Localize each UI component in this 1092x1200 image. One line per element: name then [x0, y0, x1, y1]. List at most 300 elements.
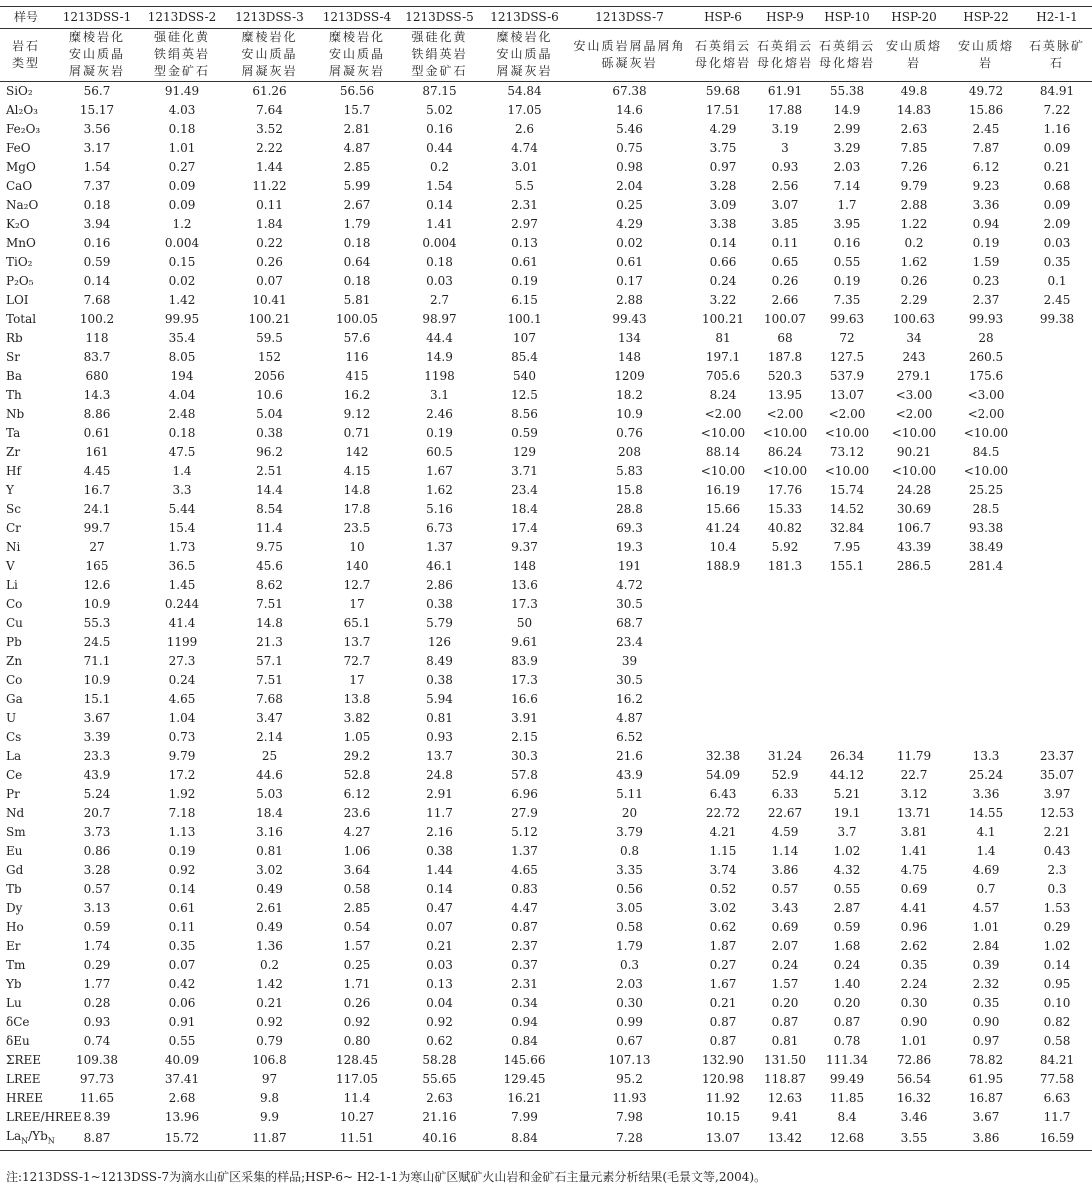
- value-cell: 3.29: [833, 141, 861, 155]
- value-cell: 0.87: [771, 1015, 799, 1029]
- value-cell: [1022, 443, 1092, 462]
- element-label: LREE: [6, 1072, 41, 1086]
- table-row: [0, 481, 1092, 500]
- value-cell: 129: [513, 445, 536, 459]
- value-cell: 0.81: [426, 711, 453, 725]
- value-cell: [692, 633, 754, 652]
- value-cell: 2.85: [343, 901, 371, 915]
- value-cell: 77.58: [1039, 1072, 1075, 1086]
- value-cell: 99.38: [1039, 312, 1075, 326]
- value-cell: 1.74: [83, 939, 111, 953]
- value-cell: [1022, 424, 1092, 443]
- value-cell: 2.37: [972, 293, 1000, 307]
- element-label: Dy: [6, 901, 23, 915]
- value-cell: 3.81: [900, 825, 928, 839]
- value-cell: 0.07: [168, 958, 196, 972]
- value-cell: 5.79: [426, 616, 453, 630]
- value-cell: [816, 690, 878, 709]
- value-cell: 2.21: [1043, 825, 1071, 839]
- value-cell: 1.67: [426, 464, 453, 478]
- header-sample-id: HSP-22: [950, 7, 1022, 29]
- element-label: CaO: [6, 179, 33, 193]
- value-cell: 6.96: [511, 787, 538, 801]
- value-cell: 1.41: [900, 844, 928, 858]
- value-cell: 0.59: [83, 255, 111, 269]
- value-cell: 10.41: [252, 293, 287, 307]
- value-cell: 7.87: [972, 141, 1000, 155]
- value-cell: 0.14: [426, 198, 453, 212]
- value-cell: 36.5: [168, 559, 196, 573]
- value-cell: 14.4: [256, 483, 283, 497]
- value-cell: 0.25: [616, 198, 643, 212]
- value-cell: 38.49: [968, 540, 1004, 554]
- value-cell: 2.14: [256, 730, 283, 744]
- value-cell: 0.30: [900, 996, 928, 1010]
- value-cell: 0.18: [168, 122, 196, 136]
- value-cell: 17.05: [507, 103, 542, 117]
- value-cell: 4.1: [976, 825, 996, 839]
- value-cell: 24.28: [896, 483, 932, 497]
- value-cell: 68.7: [616, 616, 643, 630]
- value-cell: 87.15: [422, 84, 457, 98]
- value-cell: 3.94: [83, 217, 111, 231]
- element-label: Lu: [6, 996, 22, 1010]
- value-cell: 84.5: [972, 445, 1000, 459]
- value-cell: 107.13: [608, 1053, 651, 1067]
- value-cell: 9.61: [511, 635, 538, 649]
- value-cell: [1022, 519, 1092, 538]
- value-cell: 15.33: [767, 502, 803, 516]
- value-cell: 1198: [424, 369, 455, 383]
- value-cell: 0.2: [259, 958, 280, 972]
- value-cell: 0.21: [256, 996, 283, 1010]
- value-cell: [1022, 595, 1092, 614]
- value-cell: 30.3: [511, 749, 538, 763]
- value-cell: 1.4: [976, 844, 996, 858]
- value-cell: 24.1: [83, 502, 111, 516]
- value-cell: 0.10: [1043, 996, 1071, 1010]
- value-cell: [692, 595, 754, 614]
- value-cell: [692, 614, 754, 633]
- table-row: [0, 234, 1092, 253]
- value-cell: 84.91: [1039, 84, 1075, 98]
- value-cell: 10.9: [83, 597, 111, 611]
- value-cell: 23.5: [343, 521, 371, 535]
- value-cell: 181.3: [767, 559, 803, 573]
- value-cell: 3.47: [256, 711, 283, 725]
- header-sample-id: HSP-10: [816, 7, 878, 29]
- value-cell: 8.4: [837, 1110, 857, 1124]
- value-cell: 2.88: [616, 293, 643, 307]
- value-cell: 0.004: [164, 236, 200, 250]
- value-cell: <3.00: [967, 388, 1005, 402]
- rock-type-text: 糜棱岩化安山质晶屑凝灰岩: [496, 30, 553, 78]
- value-cell: 0.29: [83, 958, 111, 972]
- value-cell: 1.04: [168, 711, 196, 725]
- value-cell: [950, 633, 1022, 652]
- element-label: K₂O: [6, 217, 30, 231]
- element-label: Na₂O: [6, 198, 39, 212]
- value-cell: 3.35: [616, 863, 643, 877]
- value-cell: 11.22: [252, 179, 287, 193]
- value-cell: 7.35: [833, 293, 861, 307]
- value-cell: 0.14: [168, 882, 196, 896]
- value-cell: 22.7: [900, 768, 928, 782]
- value-cell: 13.3: [972, 749, 1000, 763]
- value-cell: 5.21: [833, 787, 861, 801]
- value-cell: 14.8: [343, 483, 371, 497]
- value-cell: <10.00: [762, 464, 808, 478]
- table-row: [0, 747, 1092, 766]
- table-row: [0, 671, 1092, 690]
- value-cell: 2.86: [426, 578, 453, 592]
- header-sample-id: 1213DSS-2: [142, 7, 222, 29]
- value-cell: [1022, 728, 1092, 747]
- value-cell: 4.29: [616, 217, 643, 231]
- value-cell: 3.7: [837, 825, 857, 839]
- value-cell: <10.00: [963, 426, 1009, 440]
- value-cell: 3.86: [950, 1127, 1022, 1151]
- value-cell: 1.7: [837, 198, 857, 212]
- value-cell: 0.7: [976, 882, 996, 896]
- value-cell: 129.45: [503, 1072, 546, 1086]
- element-label: Tm: [6, 958, 26, 972]
- value-cell: 4.87: [616, 711, 643, 725]
- value-cell: 0.19: [972, 236, 1000, 250]
- value-cell: 2.24: [900, 977, 928, 991]
- value-cell: 0.3: [1047, 882, 1067, 896]
- value-cell: 44.12: [829, 768, 865, 782]
- value-cell: [816, 709, 878, 728]
- value-cell: [1022, 348, 1092, 367]
- value-cell: 5.81: [343, 293, 371, 307]
- value-cell: 7.95: [833, 540, 861, 554]
- value-cell: 0.34: [511, 996, 538, 1010]
- value-cell: 2.03: [616, 977, 643, 991]
- value-cell: [692, 671, 754, 690]
- value-cell: 7.22: [1043, 103, 1071, 117]
- element-label: LOI: [6, 293, 29, 307]
- value-cell: 3.85: [771, 217, 799, 231]
- value-cell: 0.18: [83, 198, 111, 212]
- table-row: [0, 1070, 1092, 1089]
- element-label: δEu: [6, 1034, 30, 1048]
- value-cell: 0.11: [771, 236, 799, 250]
- value-cell: [816, 671, 878, 690]
- value-cell: 83.9: [511, 654, 538, 668]
- value-cell: 9.23: [972, 179, 1000, 193]
- value-cell: 0.66: [709, 255, 737, 269]
- value-cell: 1.40: [833, 977, 861, 991]
- value-cell: 0.61: [616, 255, 643, 269]
- value-cell: 10.4: [709, 540, 737, 554]
- value-cell: 1.2: [172, 217, 192, 231]
- table-row: [0, 519, 1092, 538]
- value-cell: 0.87: [833, 1015, 861, 1029]
- value-cell: 6.15: [511, 293, 538, 307]
- header-sample-id: 1213DSS-5: [397, 7, 482, 29]
- value-cell: 2.63: [426, 1091, 453, 1105]
- rock-type-cell: [222, 29, 317, 82]
- value-cell: 35.4: [168, 331, 196, 345]
- value-cell: 81: [715, 331, 731, 345]
- value-cell: 1.44: [256, 160, 283, 174]
- value-cell: 175.6: [968, 369, 1004, 383]
- value-cell: 12.53: [1039, 806, 1075, 820]
- value-cell: 4.45: [83, 464, 111, 478]
- value-cell: 100.63: [893, 312, 935, 326]
- value-cell: [878, 652, 950, 671]
- value-cell: 29.2: [343, 749, 371, 763]
- value-cell: 2.66: [771, 293, 799, 307]
- value-cell: 0.93: [83, 1015, 111, 1029]
- value-cell: <2.00: [967, 407, 1005, 421]
- element-label: MgO: [6, 160, 36, 174]
- value-cell: [878, 690, 950, 709]
- value-cell: 2.87: [833, 901, 861, 915]
- value-cell: 1.54: [83, 160, 111, 174]
- element-label: ΣREE: [6, 1053, 42, 1067]
- value-cell: 107: [513, 331, 536, 345]
- value-cell: 2.88: [900, 198, 928, 212]
- value-cell: 0.65: [771, 255, 799, 269]
- element-label: FeO: [6, 141, 31, 155]
- value-cell: 13.71: [896, 806, 932, 820]
- value-cell: 6.63: [1043, 1091, 1071, 1105]
- value-cell: 127.5: [829, 350, 865, 364]
- value-cell: 54.84: [507, 84, 542, 98]
- value-cell: [1022, 462, 1092, 481]
- value-cell: 3.05: [616, 901, 643, 915]
- table-row: [0, 196, 1092, 215]
- value-cell: [950, 671, 1022, 690]
- value-cell: 3.01: [511, 160, 538, 174]
- value-cell: [1022, 481, 1092, 500]
- value-cell: 0.80: [343, 1034, 371, 1048]
- value-cell: 7.64: [256, 103, 283, 117]
- value-cell: 3.22: [709, 293, 737, 307]
- value-cell: 1.01: [168, 141, 196, 155]
- value-cell: 10.9: [83, 673, 111, 687]
- value-cell: 140: [345, 559, 369, 573]
- value-cell: 3.1: [429, 388, 450, 402]
- value-cell: 1.37: [426, 540, 453, 554]
- value-cell: 109.38: [76, 1053, 118, 1067]
- value-cell: 117.05: [336, 1072, 378, 1086]
- value-cell: 7.68: [83, 293, 111, 307]
- value-cell: 8.87: [52, 1127, 142, 1151]
- value-cell: 3.79: [616, 825, 643, 839]
- value-cell: [816, 595, 878, 614]
- rock-type-cell: [567, 29, 692, 82]
- rock-type-cell: [1022, 29, 1092, 82]
- value-cell: 0.244: [164, 597, 200, 611]
- header-row: [0, 7, 1092, 29]
- value-cell: [1022, 329, 1092, 348]
- value-cell: 3.28: [83, 863, 111, 877]
- table-row: [0, 614, 1092, 633]
- value-cell: <10.00: [700, 464, 746, 478]
- value-cell: 0.55: [168, 1034, 196, 1048]
- value-cell: 16.19: [705, 483, 741, 497]
- table-row: [0, 443, 1092, 462]
- value-cell: 0.86: [83, 844, 111, 858]
- value-cell: 0.27: [709, 958, 737, 972]
- value-cell: 187.8: [767, 350, 803, 364]
- rock-type-text: 石英脉矿石: [1029, 38, 1086, 70]
- value-cell: 0.20: [833, 996, 861, 1010]
- value-cell: 0.57: [83, 882, 111, 896]
- value-cell: 85.4: [511, 350, 538, 364]
- value-cell: [1022, 652, 1092, 671]
- value-cell: 2.67: [343, 198, 371, 212]
- value-cell: 44.6: [256, 768, 283, 782]
- value-cell: [816, 728, 878, 747]
- value-cell: 0.56: [616, 882, 643, 896]
- value-cell: [754, 633, 816, 652]
- value-cell: 106.8: [252, 1053, 287, 1067]
- element-label: Rb: [6, 331, 23, 345]
- table-row: [0, 462, 1092, 481]
- header-sample-id: 1213DSS-7: [567, 7, 692, 29]
- value-cell: 1.15: [709, 844, 737, 858]
- value-cell: 84.21: [1039, 1053, 1075, 1067]
- value-cell: 3.52: [256, 122, 283, 136]
- value-cell: 0.76: [616, 426, 643, 440]
- value-cell: [754, 671, 816, 690]
- value-cell: 69.3: [616, 521, 643, 535]
- value-cell: 111.34: [826, 1053, 868, 1067]
- value-cell: 152: [258, 350, 281, 364]
- value-cell: 52.8: [343, 768, 371, 782]
- value-cell: 2.09: [1043, 217, 1071, 231]
- value-cell: 100.1: [507, 312, 542, 326]
- value-cell: 131.50: [764, 1053, 806, 1067]
- value-cell: 0.03: [1043, 236, 1071, 250]
- table-row: [0, 861, 1092, 880]
- value-cell: 13.8: [343, 692, 371, 706]
- value-cell: 0.55: [833, 255, 861, 269]
- value-cell: 28: [978, 331, 994, 345]
- value-cell: 0.8: [619, 844, 640, 858]
- value-cell: 0.23: [972, 274, 1000, 288]
- value-cell: 25.24: [968, 768, 1004, 782]
- value-cell: 30.5: [616, 673, 643, 687]
- value-cell: 188.9: [705, 559, 741, 573]
- element-label: Fe₂O₃: [6, 122, 41, 136]
- rock-type-cell: [482, 29, 567, 82]
- rock-type-cell: [754, 29, 816, 82]
- value-cell: 99.63: [829, 312, 865, 326]
- element-label: Sr: [6, 350, 20, 364]
- value-cell: 0.27: [168, 160, 196, 174]
- table-row: [0, 823, 1092, 842]
- value-cell: 11.7: [426, 806, 453, 820]
- table-row: [0, 1089, 1092, 1108]
- value-cell: 3: [781, 141, 789, 155]
- value-cell: 13.7: [343, 635, 371, 649]
- value-cell: 90.21: [896, 445, 932, 459]
- element-label: Er: [6, 939, 21, 953]
- table-row: [0, 1051, 1092, 1070]
- value-cell: 18.4: [511, 502, 538, 516]
- table-row: [0, 633, 1092, 652]
- header-sample-id: 1213DSS-6: [482, 7, 567, 29]
- value-cell: 2.22: [256, 141, 283, 155]
- value-cell: 1209: [614, 369, 645, 383]
- value-cell: 100.21: [248, 312, 291, 326]
- value-cell: 56.54: [896, 1072, 932, 1086]
- value-cell: 8.49: [426, 654, 453, 668]
- value-cell: [1022, 386, 1092, 405]
- value-cell: 20.7: [83, 806, 111, 820]
- value-cell: 67.38: [612, 84, 647, 98]
- value-cell: [754, 595, 816, 614]
- value-cell: 2.46: [426, 407, 453, 421]
- value-cell: [692, 576, 754, 595]
- value-cell: 6.73: [426, 521, 453, 535]
- value-cell: 0.49: [256, 920, 283, 934]
- value-cell: 8.84: [482, 1127, 567, 1151]
- value-cell: 0.13: [426, 977, 453, 991]
- value-cell: 86.24: [767, 445, 803, 459]
- value-cell: 15.1: [83, 692, 111, 706]
- table-row: [0, 956, 1092, 975]
- value-cell: 11.51: [317, 1127, 397, 1151]
- value-cell: 21.6: [616, 749, 643, 763]
- rock-type-text: 强硅化黄铁绢英岩型金矿石: [411, 30, 468, 78]
- value-cell: 0.98: [616, 160, 643, 174]
- value-cell: [878, 633, 950, 652]
- value-cell: 16.2: [616, 692, 643, 706]
- table-row: [0, 538, 1092, 557]
- value-cell: 83.7: [83, 350, 111, 364]
- table-row: [0, 899, 1092, 918]
- value-cell: 0.19: [511, 274, 538, 288]
- value-cell: 46.1: [426, 559, 453, 573]
- value-cell: 61.95: [968, 1072, 1004, 1086]
- value-cell: 0.13: [511, 236, 538, 250]
- value-cell: 2.85: [343, 160, 371, 174]
- value-cell: 0.24: [168, 673, 196, 687]
- value-cell: 3.75: [709, 141, 737, 155]
- value-cell: 118.87: [764, 1072, 806, 1086]
- rock-type-text: 安山质岩屑晶屑角砾凝灰岩: [573, 38, 686, 70]
- value-cell: 16.2: [343, 388, 371, 402]
- element-label: Li: [6, 578, 18, 592]
- value-cell: 4.32: [833, 863, 861, 877]
- table-row: [0, 291, 1092, 310]
- value-cell: 279.1: [896, 369, 932, 383]
- value-cell: 0.02: [168, 274, 196, 288]
- value-cell: 2.84: [972, 939, 1000, 953]
- table-body: [0, 82, 1092, 1151]
- element-label: Al₂O₃: [6, 103, 38, 117]
- value-cell: 0.14: [1043, 958, 1071, 972]
- value-cell: 1.67: [709, 977, 737, 991]
- element-label: Ba: [6, 369, 22, 383]
- value-cell: 14.83: [896, 103, 932, 117]
- value-cell: 0.03: [426, 274, 453, 288]
- value-cell: 71.1: [83, 654, 111, 668]
- rock-type-cell: [692, 29, 754, 82]
- value-cell: [878, 671, 950, 690]
- value-cell: 16.59: [1022, 1127, 1092, 1151]
- value-cell: 0.24: [833, 958, 861, 972]
- value-cell: 0.74: [83, 1034, 111, 1048]
- value-cell: 15.72: [142, 1127, 222, 1151]
- value-cell: 3.74: [709, 863, 737, 877]
